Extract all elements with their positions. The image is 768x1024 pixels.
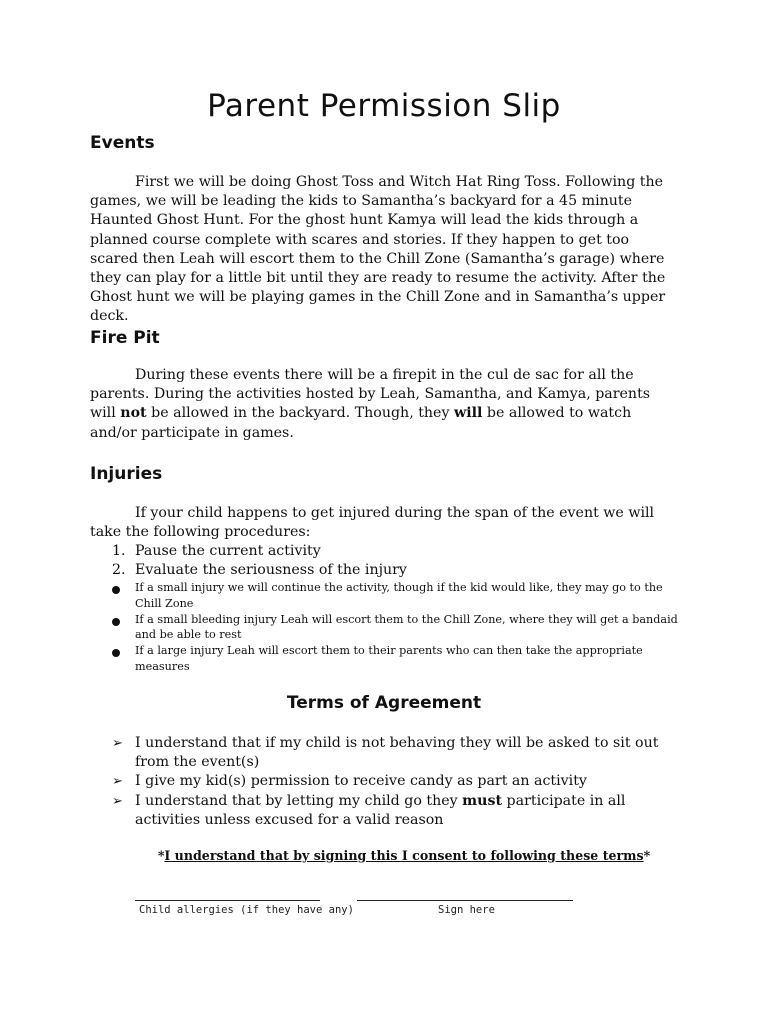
list-item (90, 643, 680, 675)
fire-pit-text-3: be allowed to watch and/or participate in games. (90, 405, 632, 441)
list-item (90, 772, 680, 791)
arrowhead-bullet-icon: ➢ (112, 736, 123, 751)
fire-pit-heading: Fire Pit (90, 328, 160, 348)
case-text: If a small bleeding injury Leah will escort them to the Chill Zone, where they will get a bandaid and be able to rest (135, 612, 678, 642)
injury-steps-list (90, 542, 678, 580)
list-item (90, 612, 680, 644)
bullet-dot-icon (112, 618, 120, 626)
terms-list (90, 734, 680, 830)
allergies-line[interactable] (135, 900, 320, 901)
arrowhead-bullet-icon: ➢ (112, 774, 123, 790)
term-bold-must: must (462, 792, 503, 809)
term-text-before: I understand that by letting my child go they (135, 792, 463, 809)
case-text: If a large injury Leah will escort them to their parents who can then take the appropriate measures (135, 644, 643, 673)
step-number: 2. (112, 562, 126, 579)
fire-pit-bold-not: not (120, 405, 147, 422)
injury-cases-list (90, 580, 680, 675)
events-heading: Events (90, 133, 155, 153)
fire-pit-bold-will: will (453, 405, 483, 422)
sign-here-label: Sign here (438, 904, 495, 916)
term-text: I give my kid(s) permission to receive candy as part an activity (135, 773, 587, 790)
list-item (90, 561, 678, 580)
terms-heading: Terms of Agreement (286, 693, 482, 713)
term-text-after: participate in all activities unless excused for a valid reason (135, 792, 626, 828)
bullet-dot-icon (112, 586, 120, 594)
case-text: If a small injury we will continue the activity, though if the kid would like, they may go to the Chill Zone (135, 581, 663, 610)
allergies-label: Child allergies (if they have any) (139, 904, 354, 916)
arrowhead-bullet-icon: ➢ (112, 793, 123, 809)
step-number: 1. (112, 543, 126, 559)
fire-pit-text-2: be allowed in the backyard. Though, they (146, 405, 454, 422)
page-title: Parent Permission Slip (207, 88, 561, 124)
list-item (90, 792, 680, 830)
step-text: Evaluate the seriousness of the injury (135, 562, 407, 579)
list-item (90, 580, 680, 612)
injuries-text: If your child happens to get injured during the span of the event we will take the following procedures: (90, 505, 655, 541)
consent-star-right: * (643, 848, 651, 863)
bullet-dot-icon (112, 649, 120, 657)
events-text: First we will be doing Ghost Toss and Witch Hat Ring Toss. Following the games, we will be leading the kids to Samantha’s backyard for a 45 minute Haunted Ghost Hunt. For the ghost hunt Kamya will lead the kids through a planned course complete with scares and stories. If they happen to get too scared then Leah will escort them to the Chill Zone (Samantha’s garage) where they can play for a little bit until they are ready to resume the activity. After the Ghost hunt we will be playing games in the Chill Zone and in Samantha’s upper deck. (90, 174, 666, 325)
consent-star-left: * (157, 848, 165, 863)
fire-pit-paragraph (90, 366, 678, 443)
step-text: Pause the current activity (135, 543, 321, 559)
signature-line[interactable] (357, 900, 573, 901)
list-item (90, 734, 680, 772)
injuries-paragraph (90, 504, 678, 542)
consent-statement (0, 848, 768, 863)
consent-text: I understand that by signing this I consent to following these terms (164, 848, 644, 863)
list-item (90, 542, 678, 561)
fire-pit-text-1: During these events there will be a firepit in the cul de sac for all the parents. During the activities hosted by Leah, Samantha, and Kamya, parents will (90, 367, 651, 422)
injuries-heading: Injuries (90, 464, 163, 484)
events-paragraph (90, 173, 678, 327)
term-text: I understand that if my child is not behaving they will be asked to sit out from the event(s) (135, 735, 659, 771)
